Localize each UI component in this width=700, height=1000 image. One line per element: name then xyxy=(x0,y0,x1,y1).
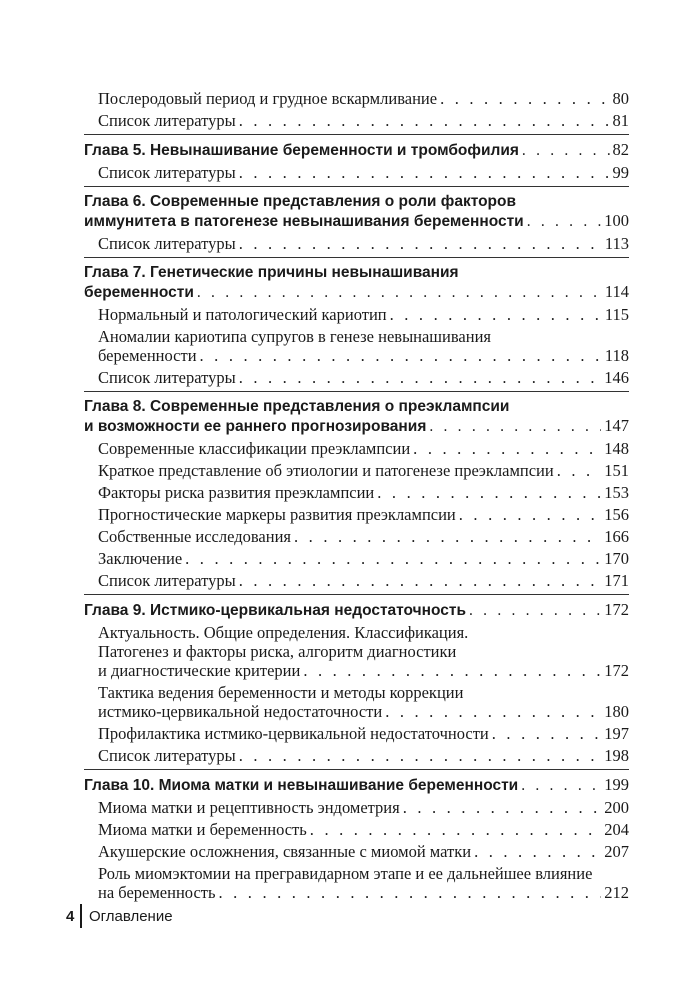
toc-entry-row xyxy=(98,505,629,524)
toc-page-number: 170 xyxy=(604,549,629,568)
toc-entry-title-line: Профилактика истмико-цервикальной недостаточности xyxy=(98,724,489,743)
toc-page-number: 153 xyxy=(604,483,629,502)
toc-page-number: 148 xyxy=(604,439,629,458)
dot-leader xyxy=(429,417,601,436)
dot-leader xyxy=(469,601,601,620)
toc-entry-row xyxy=(98,163,629,182)
toc-entry-title-line: беременности xyxy=(84,284,194,301)
dot-leader xyxy=(403,798,602,817)
dot-leader xyxy=(239,163,610,182)
toc-entry-row xyxy=(98,702,629,721)
dot-leader xyxy=(527,212,602,231)
dot-leader xyxy=(459,505,601,524)
toc-section-entry xyxy=(98,234,629,253)
toc-entry-row xyxy=(98,724,629,743)
toc-entry-title-line: Список литературы xyxy=(98,746,236,765)
toc-entry-title-line: Глава 7. Генетические причины невынашивания xyxy=(84,264,459,281)
toc-page-number: 180 xyxy=(604,702,629,721)
toc-entry-row xyxy=(98,461,629,480)
toc-section-entry xyxy=(98,724,629,743)
footer-page-number: 4 xyxy=(66,907,75,925)
toc-chapter-entry xyxy=(84,186,629,231)
dot-leader xyxy=(310,820,601,839)
dot-leader xyxy=(557,461,602,480)
toc-entry-row xyxy=(98,111,629,130)
toc-entry-row xyxy=(98,746,629,765)
toc-section-entry xyxy=(98,798,629,817)
dot-leader xyxy=(522,141,610,160)
toc-page-number: 151 xyxy=(604,461,629,480)
dot-leader xyxy=(303,661,601,680)
toc-page-number: 198 xyxy=(604,746,629,765)
toc-page-number: 81 xyxy=(612,111,629,130)
toc-page-number: 118 xyxy=(604,346,629,365)
toc-section-entry xyxy=(98,305,629,324)
dot-leader xyxy=(377,483,601,502)
toc-entry-row xyxy=(98,305,629,324)
toc-entry-title-line: Аномалии кариотипа супругов в генезе невынашивания xyxy=(98,327,491,346)
toc-entry-row xyxy=(98,661,629,680)
toc-entry-row xyxy=(98,549,629,568)
toc-page-number: 204 xyxy=(604,820,629,839)
toc-entry-row xyxy=(98,527,629,546)
toc-entry-row xyxy=(98,820,629,839)
dot-leader xyxy=(492,724,601,743)
toc-section-entry xyxy=(98,483,629,502)
dot-leader xyxy=(385,702,601,721)
toc-page-number: 212 xyxy=(604,883,629,902)
dot-leader xyxy=(239,571,602,590)
toc-entry-title-line: Акушерские осложнения, связанные с миомой матки xyxy=(98,842,472,861)
toc-page-number: 199 xyxy=(604,775,629,794)
toc-entry-title-line: Актуальность. Общие определения. Классификация. xyxy=(98,623,469,642)
toc-entry-row xyxy=(98,571,629,590)
toc-entry-title-line: Список литературы xyxy=(98,234,236,253)
dot-leader xyxy=(197,283,602,302)
toc-chapter-entry xyxy=(84,391,629,436)
toc-section-entry xyxy=(98,111,629,130)
toc-page-number: 156 xyxy=(604,505,629,524)
dot-leader xyxy=(390,305,602,324)
toc-entry-row xyxy=(84,211,629,231)
toc-entry-title-line: Глава 9. Истмико-цервикальная недостаточность xyxy=(84,602,467,619)
toc-entry-row xyxy=(98,234,629,253)
toc-page-number: 172 xyxy=(604,600,629,619)
dot-leader xyxy=(239,111,610,130)
dot-leader xyxy=(239,746,602,765)
footer-divider xyxy=(80,904,82,928)
toc-entry-title-line: Собственные исследования xyxy=(98,527,292,546)
toc-entry-title-line: Прогностические маркеры развития преэклампсии xyxy=(98,505,456,524)
toc-entry-title-line: Список литературы xyxy=(98,163,236,182)
toc-entry-title-line: Список литературы xyxy=(98,571,236,590)
toc-entry-row xyxy=(98,346,629,365)
toc-page-number: 207 xyxy=(604,842,629,861)
toc-page-number: 100 xyxy=(604,211,629,230)
table-of-contents xyxy=(84,89,629,902)
toc-page-number: 99 xyxy=(612,163,629,182)
toc-page-number: 113 xyxy=(604,234,629,253)
page-footer xyxy=(66,904,173,928)
toc-page-number: 146 xyxy=(604,368,629,387)
toc-entry-title-line: истмико-цервикальной недостаточности xyxy=(98,702,383,721)
dot-leader xyxy=(294,527,601,546)
toc-entry-title-line: и возможности ее раннего прогнозирования xyxy=(84,418,427,435)
dot-leader xyxy=(521,776,601,795)
toc-entry-row xyxy=(98,842,629,861)
toc-entry-title-line: на беременность xyxy=(98,883,216,902)
toc-page-number: 197 xyxy=(604,724,629,743)
toc-entry-title-line: Современные классификации преэклампсии xyxy=(98,439,411,458)
dot-leader xyxy=(185,549,601,568)
toc-entry-row xyxy=(98,483,629,502)
dot-leader xyxy=(239,368,602,387)
toc-page-number: 171 xyxy=(604,571,629,590)
toc-section-entry xyxy=(98,368,629,387)
toc-page-number: 166 xyxy=(604,527,629,546)
toc-entry-title-line: Роль миомэктомии на прегравидарном этапе и ее дальнейшее влияние xyxy=(98,864,593,883)
toc-section-entry xyxy=(98,505,629,524)
toc-section-entry xyxy=(98,864,629,902)
toc-entry-row xyxy=(98,439,629,458)
toc-page-number: 115 xyxy=(604,305,629,324)
toc-entry-title-line: Послеродовый период и грудное вскармливание xyxy=(98,89,438,108)
toc-page-number: 172 xyxy=(604,661,629,680)
toc-chapter-entry xyxy=(84,257,629,302)
toc-entry-row xyxy=(98,89,629,108)
toc-entry-title-line: Глава 6. Современные представления о роли факторов xyxy=(84,193,517,210)
toc-entry-title-line: Заключение xyxy=(98,549,183,568)
toc-entry-title-line: и диагностические критерии xyxy=(98,661,301,680)
toc-page-number: 114 xyxy=(604,282,629,301)
toc-entry-title-line: Список литературы xyxy=(98,111,236,130)
toc-entry-row xyxy=(98,798,629,817)
footer-section-title: Оглавление xyxy=(88,907,173,925)
toc-entry-title-line: Глава 5. Невынашивание беременности и тромбофилия xyxy=(84,142,519,159)
toc-section-entry xyxy=(98,527,629,546)
toc-entry-row xyxy=(84,140,629,160)
toc-entry-title-line: Список литературы xyxy=(98,368,236,387)
toc-entry-title-line: Глава 10. Миома матки и невынашивание беременности xyxy=(84,777,519,794)
toc-chapter-entry xyxy=(84,594,629,620)
dot-leader xyxy=(200,346,602,365)
dot-leader xyxy=(440,89,609,108)
toc-section-entry xyxy=(98,163,629,182)
toc-chapter-entry xyxy=(84,769,629,795)
toc-entry-row xyxy=(84,775,629,795)
toc-entry-title-line: Глава 8. Современные представления о преэклампсии xyxy=(84,398,510,415)
dot-leader xyxy=(239,234,602,253)
dot-leader xyxy=(219,883,602,902)
toc-section-entry xyxy=(98,683,629,721)
toc-page-number: 82 xyxy=(612,140,629,159)
toc-chapter-entry xyxy=(84,134,629,160)
toc-entry-row xyxy=(98,883,629,902)
toc-page-number: 200 xyxy=(604,798,629,817)
toc-section-entry xyxy=(98,549,629,568)
toc-entry-title-line: Нормальный и патологический кариотип xyxy=(98,305,387,324)
toc-page-number: 80 xyxy=(612,89,629,108)
toc-section-entry xyxy=(98,89,629,108)
toc-entry-title-line: иммунитета в патогенезе невынашивания беременности xyxy=(84,213,524,230)
toc-entry-row xyxy=(84,282,629,302)
toc-section-entry xyxy=(98,327,629,365)
toc-entry-title-line: беременности xyxy=(98,346,197,365)
toc-section-entry xyxy=(98,439,629,458)
toc-entry-row xyxy=(98,368,629,387)
toc-section-entry xyxy=(98,623,629,680)
toc-page-number: 147 xyxy=(604,416,629,435)
toc-entry-title-line: Тактика ведения беременности и методы коррекции xyxy=(98,683,464,702)
toc-entry-title-line: Миома матки и рецептивность эндометрия xyxy=(98,798,400,817)
toc-section-entry xyxy=(98,746,629,765)
toc-entry-title-line: Миома матки и беременность xyxy=(98,820,307,839)
toc-entry-title-line: Краткое представление об этиологии и патогенезе преэклампсии xyxy=(98,461,554,480)
toc-section-entry xyxy=(98,571,629,590)
toc-entry-row xyxy=(84,600,629,620)
dot-leader xyxy=(474,842,601,861)
toc-entry-row xyxy=(84,416,629,436)
toc-entry-title-line: Факторы риска развития преэклампсии xyxy=(98,483,375,502)
dot-leader xyxy=(413,439,601,458)
toc-section-entry xyxy=(98,461,629,480)
toc-entry-title-line: Патогенез и факторы риска, алгоритм диагностики xyxy=(98,642,457,661)
toc-section-entry xyxy=(98,820,629,839)
toc-section-entry xyxy=(98,842,629,861)
